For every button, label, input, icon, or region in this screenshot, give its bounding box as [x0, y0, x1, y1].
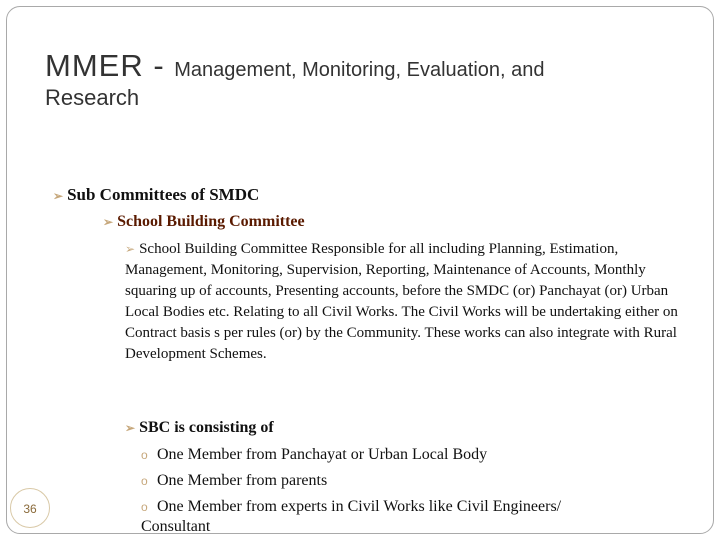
sbc-item-text: One Member from parents	[157, 472, 328, 489]
circle-bullet-icon: o	[141, 500, 148, 514]
page-number-badge: 36	[10, 488, 50, 528]
sbc-item-text: One Member from Panchayat or Urban Local Body	[157, 446, 488, 463]
bullet-level-2	[103, 213, 305, 231]
slide-frame	[6, 6, 714, 534]
bullet-arrow-icon: ➢	[103, 215, 114, 229]
title-acronym: MMER -	[45, 48, 175, 83]
bullet-sbc-heading-text: SBC is consisting of	[139, 419, 274, 436]
bullet-arrow-icon: ➢	[125, 242, 136, 256]
circle-bullet-icon: o	[141, 474, 148, 488]
bullet-level-1-text: Sub Committees of SMDC	[67, 185, 260, 204]
circle-bullet-icon: o	[141, 448, 148, 462]
slide-title	[45, 43, 685, 110]
bullet-arrow-icon: ➢	[53, 189, 64, 203]
bullet-level-3-text: School Building Committee Responsible for all including Planning, Estimation, Management, Monitoring, Supervision, Reporting, Maintenance of Accounts, Monthly squaring up of accounts, Presenting accounts, before the SMDC (or) Panchayat (or) Urban Local Bodies etc. Relating to all Civil Works. The Civil Works will be undertaking either on Contract basis s per rules (or) by the Community. These works can also integrate with Rural Development Schemes.	[125, 241, 678, 362]
title-line-2: Research	[45, 85, 140, 110]
bullet-sbc-heading	[125, 419, 274, 437]
bullet-level-3	[125, 239, 685, 365]
bullet-level-1	[53, 185, 259, 205]
title-expansion: Management, Monitoring, Evaluation, and	[174, 59, 545, 81]
sbc-item-3-continuation: Consultant	[141, 518, 211, 534]
bullet-arrow-icon: ➢	[125, 421, 136, 435]
sbc-item-1	[141, 443, 661, 467]
bullet-level-2-text: School Building Committee	[117, 213, 305, 230]
sbc-item-text: One Member from experts in Civil Works like Civil Engineers/	[157, 498, 562, 515]
sbc-item-2	[141, 469, 661, 493]
